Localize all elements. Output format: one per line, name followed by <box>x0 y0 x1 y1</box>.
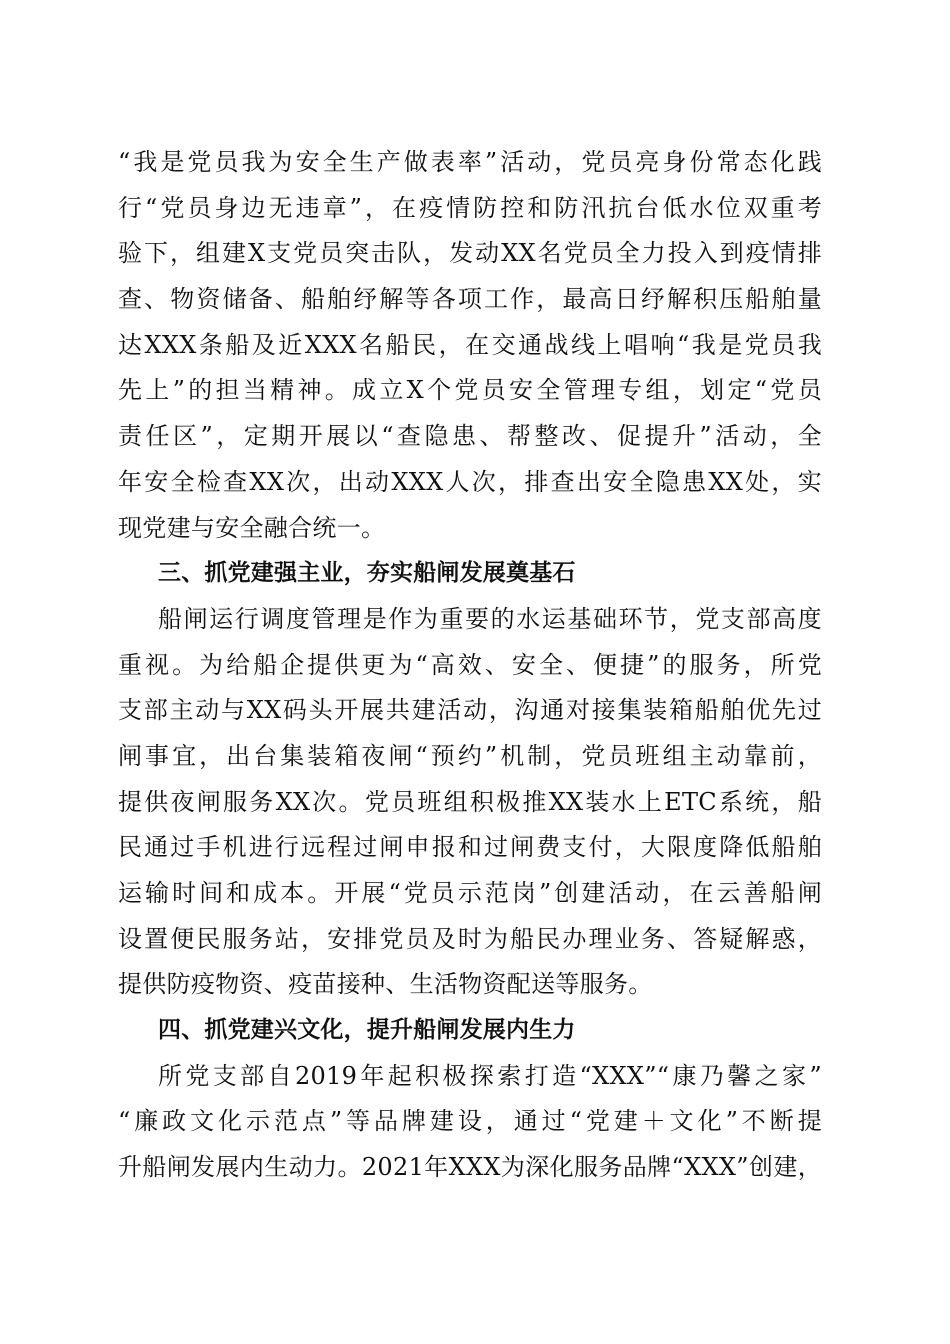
text-line: 查、物资储备、船舶纾解等各项工作，最高日纾解积压船舶量 <box>118 285 822 314</box>
text-line: 民通过手机进行远程过闸申报和过闸费支付，大限度降低船舶 <box>118 833 822 862</box>
text-line: 年安全检查XX次，出动XXX人次，排查出安全隐患XX处，实 <box>118 467 822 496</box>
text-line: 提供夜闸服务XX次。党员班组积极推XX装水上ETC系统，船 <box>118 787 822 816</box>
section-heading-4: 四、抓党建兴文化，提升船闸发展内生力 <box>158 1017 576 1044</box>
text-line: 船闸运行调度管理是作为重要的水运基础环节，党支部高度 <box>158 604 822 633</box>
text-line: 提供防疫物资、疫苗接种、生活物资配送等服务。 <box>118 970 653 999</box>
paragraph-culture <box>118 1054 830 1191</box>
text-line: “廉政文化示范点”等品牌建设，通过“党建＋文化”不断提 <box>118 1107 822 1136</box>
text-line: 所党支部自2019年起积极探索打造“XXX”“康乃馨之家” <box>158 1061 822 1090</box>
paragraph-safety <box>118 140 830 551</box>
section-heading-3: 三、抓党建强主业，夯实船闸发展奠基石 <box>158 560 576 587</box>
document-page <box>118 140 830 1191</box>
text-line: 达XXX条船及近XXX名船民，在交通战线上唱响“我是党员我 <box>118 330 822 359</box>
text-line: 行“党员身边无违章”，在疫情防控和防汛抗台低水位双重考 <box>118 193 822 222</box>
text-line: 验下，组建X支党员突击队，发动XX名党员全力投入到疫情排 <box>118 239 822 268</box>
text-line: 支部主动与XX码头开展共建活动，沟通对接集装箱船舶优先过 <box>118 696 822 725</box>
text-line: 重视。为给船企提供更为“高效、安全、便捷”的服务，所党 <box>118 650 822 679</box>
paragraph-main-business <box>118 597 830 1008</box>
text-line: 现党建与安全融合统一。 <box>118 513 386 542</box>
text-line: 闸事宜，出台集装箱夜闸“预约”机制，党员班组主动靠前， <box>118 741 822 770</box>
text-line: 升船闸发展内生动力。2021年XXX为深化服务品牌“XXX”创建， <box>118 1153 822 1182</box>
text-line: 运输时间和成本。开展“党员示范岗”创建活动，在云善船闸 <box>118 879 822 907</box>
text-line: 设置便民服务站，安排党员及时为船民办理业务、答疑解惑， <box>118 924 822 953</box>
text-line: 先上”的担当精神。成立X个党员安全管理专组，划定“党员 <box>118 376 822 405</box>
text-line: 责任区”，定期开展以“查隐患、帮整改、促提升”活动，全 <box>118 422 822 451</box>
text-line: “我是党员我为安全生产做表率”活动，党员亮身份常态化践 <box>118 148 822 176</box>
